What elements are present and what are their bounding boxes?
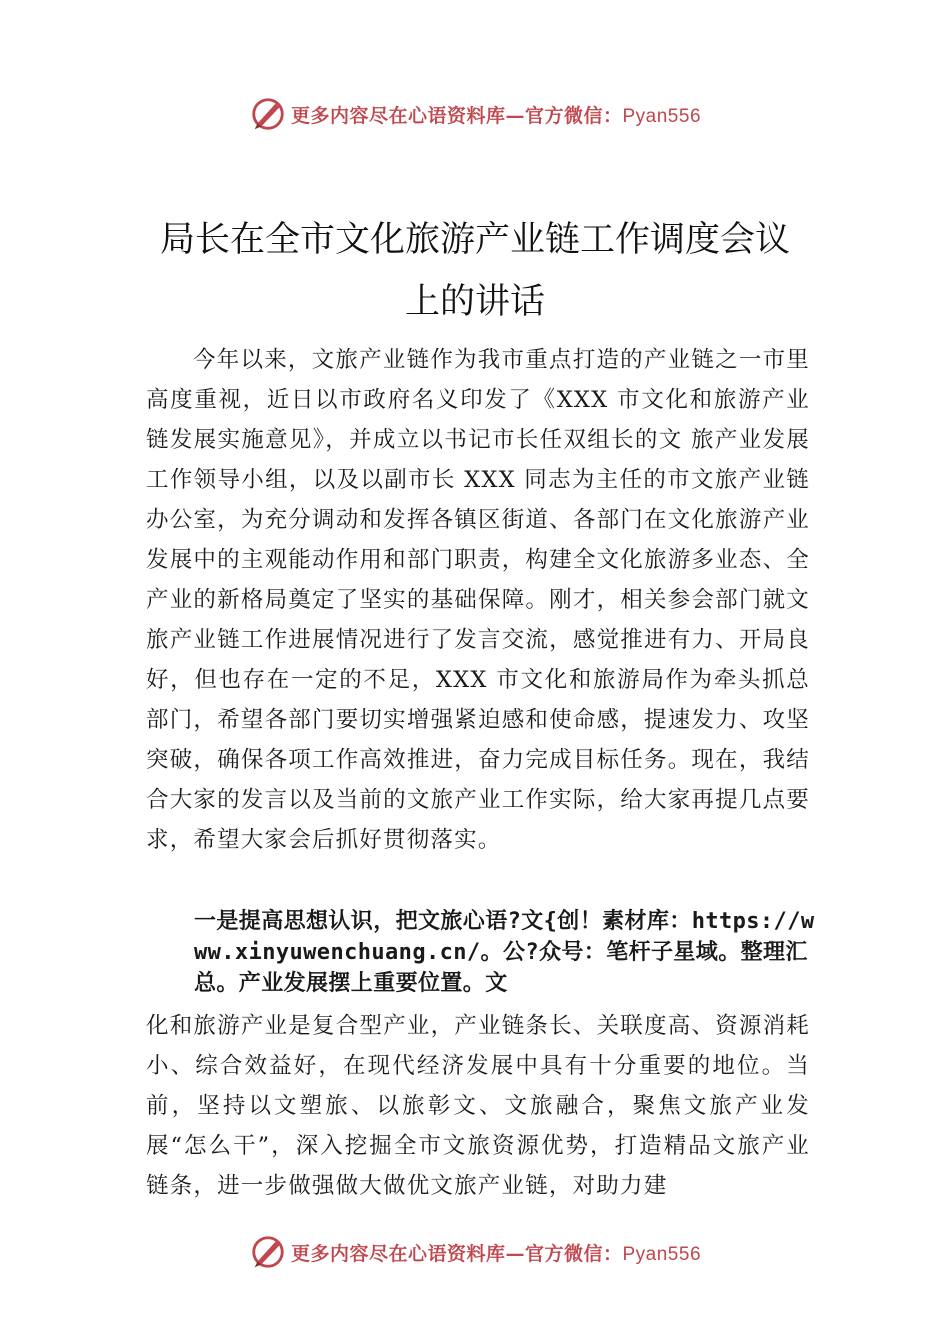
footer-watermark-banner <box>0 1232 950 1272</box>
pen-logo-icon <box>249 1233 287 1271</box>
paragraph-2: 化和旅游产业是复合型产业，产业链条长、关联度高、资源消耗小、综合效益好，在现代经济发展中具有十分重要的地位。当前，坚持以文塑旅、以旅彰文、文旅融合，聚焦文旅产业发展“怎么干”，深入挖掘全市文旅资源优势，打造精品文旅产业链条，进一步做强做大做优文旅产业链，对助力建 <box>146 1013 810 1199</box>
banner-handle: Pyan556 <box>622 105 702 127</box>
pen-logo-icon <box>249 95 287 133</box>
banner-text: 更多内容尽在心语资料库—官方微信：Pyan556 <box>290 104 702 127</box>
title-line-1: 局长在全市文化旅游产业链工作调度会议 <box>159 220 790 261</box>
banner-handle: Pyan556 <box>622 1243 702 1265</box>
title-line-2: 上的讲话 <box>404 282 545 323</box>
banner-text: 更多内容尽在心语资料库—官方微信：Pyan556 <box>290 1242 702 1265</box>
section-heading-1: 一是提高思想认识，把文旅心语?文{创！素材库：https://www.xinyuwenchuang.cn/。公?众号：笔杆子星域。整理汇总。产业发展摆上重要位置。文 <box>194 909 815 996</box>
paragraph-1: 今年以来，文旅产业链作为我市重点打造的产业链之一市里高度重视，近日以市政府名义印发了《XXX 市文化和旅游产业链发展实施意见》，并成立以书记市长任双组长的文 旅产业发展工作领导小组，以及以副市长 XXX 同志为主任的市文旅产业链办公室，为充分调动和发挥各镇区街道、各部门在文化旅游产业发展中的主观能动作用和部门职责，构建全文化旅游多业态、全产业的新格局奠定了坚实的基础保障。刚才，相关参会部门就文旅产业链工作进展情况进行了发言交流，感觉推进有力、开局良好，但也存在一定的不足，XXX 市文化和旅游局作为牵头抓总部门，希望各部门要切实增强紧迫感和使命感，提速发力、攻坚突破，确保各项工作高效推进，奋力完成目标任务。现在，我结合大家的发言以及当前的文旅产业工作实际，给大家再提几点要求，希望大家会后抓好贯彻落实。 <box>146 347 810 853</box>
header-watermark-banner <box>0 94 950 134</box>
document-title <box>100 209 850 333</box>
